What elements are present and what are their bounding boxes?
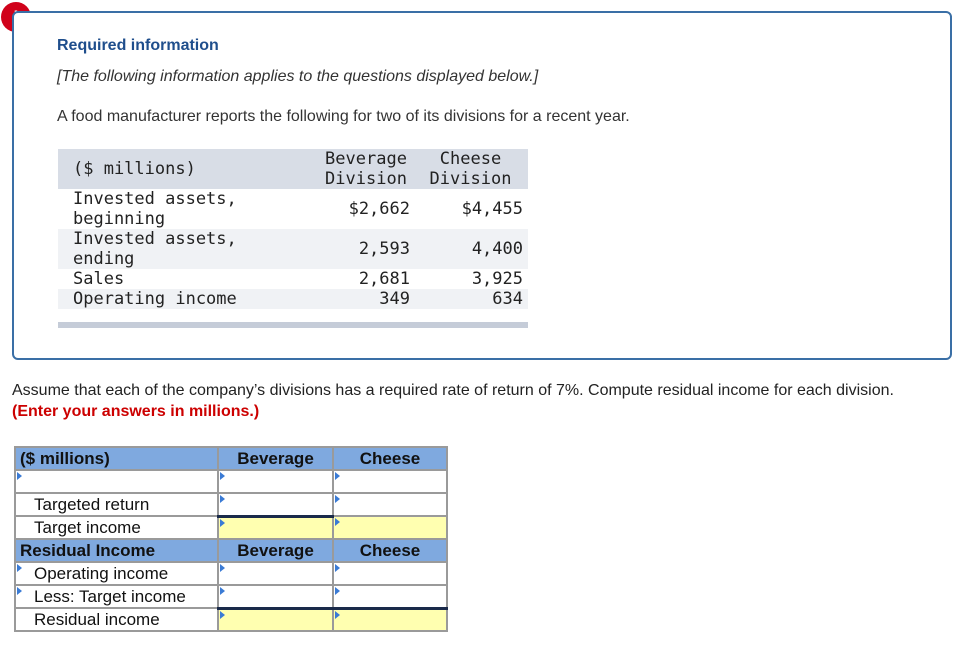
header-beverage-line1: Beverage (325, 149, 407, 169)
worksheet-header-row (15, 447, 447, 470)
header-beverage (322, 149, 418, 189)
beverage-input[interactable] (218, 470, 333, 493)
cheese-targeted-return-input[interactable] (333, 493, 447, 516)
row-label: Operating income (73, 289, 237, 309)
worksheet-row-residual-income (15, 608, 447, 631)
division-table-header (58, 149, 528, 189)
residual-section-cheese: Cheese (333, 539, 447, 562)
worksheet-input-row (15, 470, 447, 493)
info-note: [The following information applies to the questions displayed below.] (57, 68, 539, 85)
beverage-value: 349 (379, 289, 410, 309)
info-text: A food manufacturer reports the following for two of its divisions for a recent year. (57, 108, 630, 125)
cheese-operating-income-input[interactable] (333, 562, 447, 585)
row-label-line1: Invested assets, (73, 229, 237, 249)
table-row (58, 289, 528, 309)
table-footer-bar (58, 322, 528, 328)
cheese-residual-income-input[interactable] (333, 608, 447, 631)
cheese-value: 634 (492, 289, 523, 309)
row-label-line2: ending (73, 249, 135, 269)
beverage-residual-income-input[interactable] (218, 608, 333, 631)
header-beverage-line2: Division (325, 169, 407, 189)
worksheet-header-cheese: Cheese (333, 447, 447, 470)
row-label: Sales (73, 269, 125, 289)
worksheet-row-operating-income (15, 562, 447, 585)
header-cheese (418, 149, 528, 189)
beverage-operating-income-input[interactable] (218, 562, 333, 585)
cheese-value: $4,455 (461, 199, 523, 219)
header-label: ($ millions) (73, 159, 196, 179)
row-label-residual-income: Residual income (15, 608, 218, 631)
cheese-target-income-input[interactable] (333, 516, 447, 539)
worksheet-header-label: ($ millions) (15, 447, 218, 470)
beverage-value: 2,593 (358, 239, 410, 259)
row-label-targeted-return: Targeted return (15, 493, 218, 516)
question-text (12, 380, 942, 422)
worksheet-row-targeted-return (15, 493, 447, 516)
worksheet-row-target-income (15, 516, 447, 539)
header-cheese-line2: Division (429, 169, 512, 189)
table-row (58, 269, 528, 289)
row-label-less-target-income[interactable]: Less: Target income (15, 585, 218, 608)
beverage-value: 2,681 (358, 269, 410, 289)
required-information-panel (12, 11, 952, 360)
worksheet-row-less-target-income (15, 585, 447, 608)
division-data-table (58, 149, 528, 328)
required-information-title: Required information (57, 37, 219, 54)
beverage-value: $2,662 (348, 199, 410, 219)
worksheet-section-header-row (15, 539, 447, 562)
worksheet-header-beverage: Beverage (218, 447, 333, 470)
question-body: Assume that each of the company’s divisions has a required rate of return of 7%. Compute residual income for each division. (12, 382, 894, 399)
question-instruction: (Enter your answers in millions.) (12, 403, 260, 420)
cheese-value: 3,925 (471, 269, 523, 289)
beverage-target-income-input[interactable] (218, 516, 333, 539)
row-label (58, 229, 322, 269)
residual-income-section-label: Residual Income (15, 539, 218, 562)
table-row (58, 189, 528, 229)
residual-section-beverage: Beverage (218, 539, 333, 562)
cheese-input[interactable] (333, 470, 447, 493)
cheese-value: 4,400 (471, 239, 523, 259)
row-label-line1: Invested assets, (73, 189, 237, 209)
row-label-line2: beginning (73, 209, 166, 229)
residual-income-worksheet (14, 446, 448, 632)
blank-label-input[interactable] (15, 470, 218, 493)
cheese-less-target-income-input[interactable] (333, 585, 447, 608)
row-label-target-income: Target income (15, 516, 218, 539)
row-label (58, 189, 322, 229)
row-label-operating-income[interactable]: Operating income (15, 562, 218, 585)
header-cheese-line1: Cheese (439, 149, 502, 169)
beverage-less-target-income-input[interactable] (218, 585, 333, 608)
beverage-targeted-return-input[interactable] (218, 493, 333, 516)
table-row (58, 229, 528, 269)
